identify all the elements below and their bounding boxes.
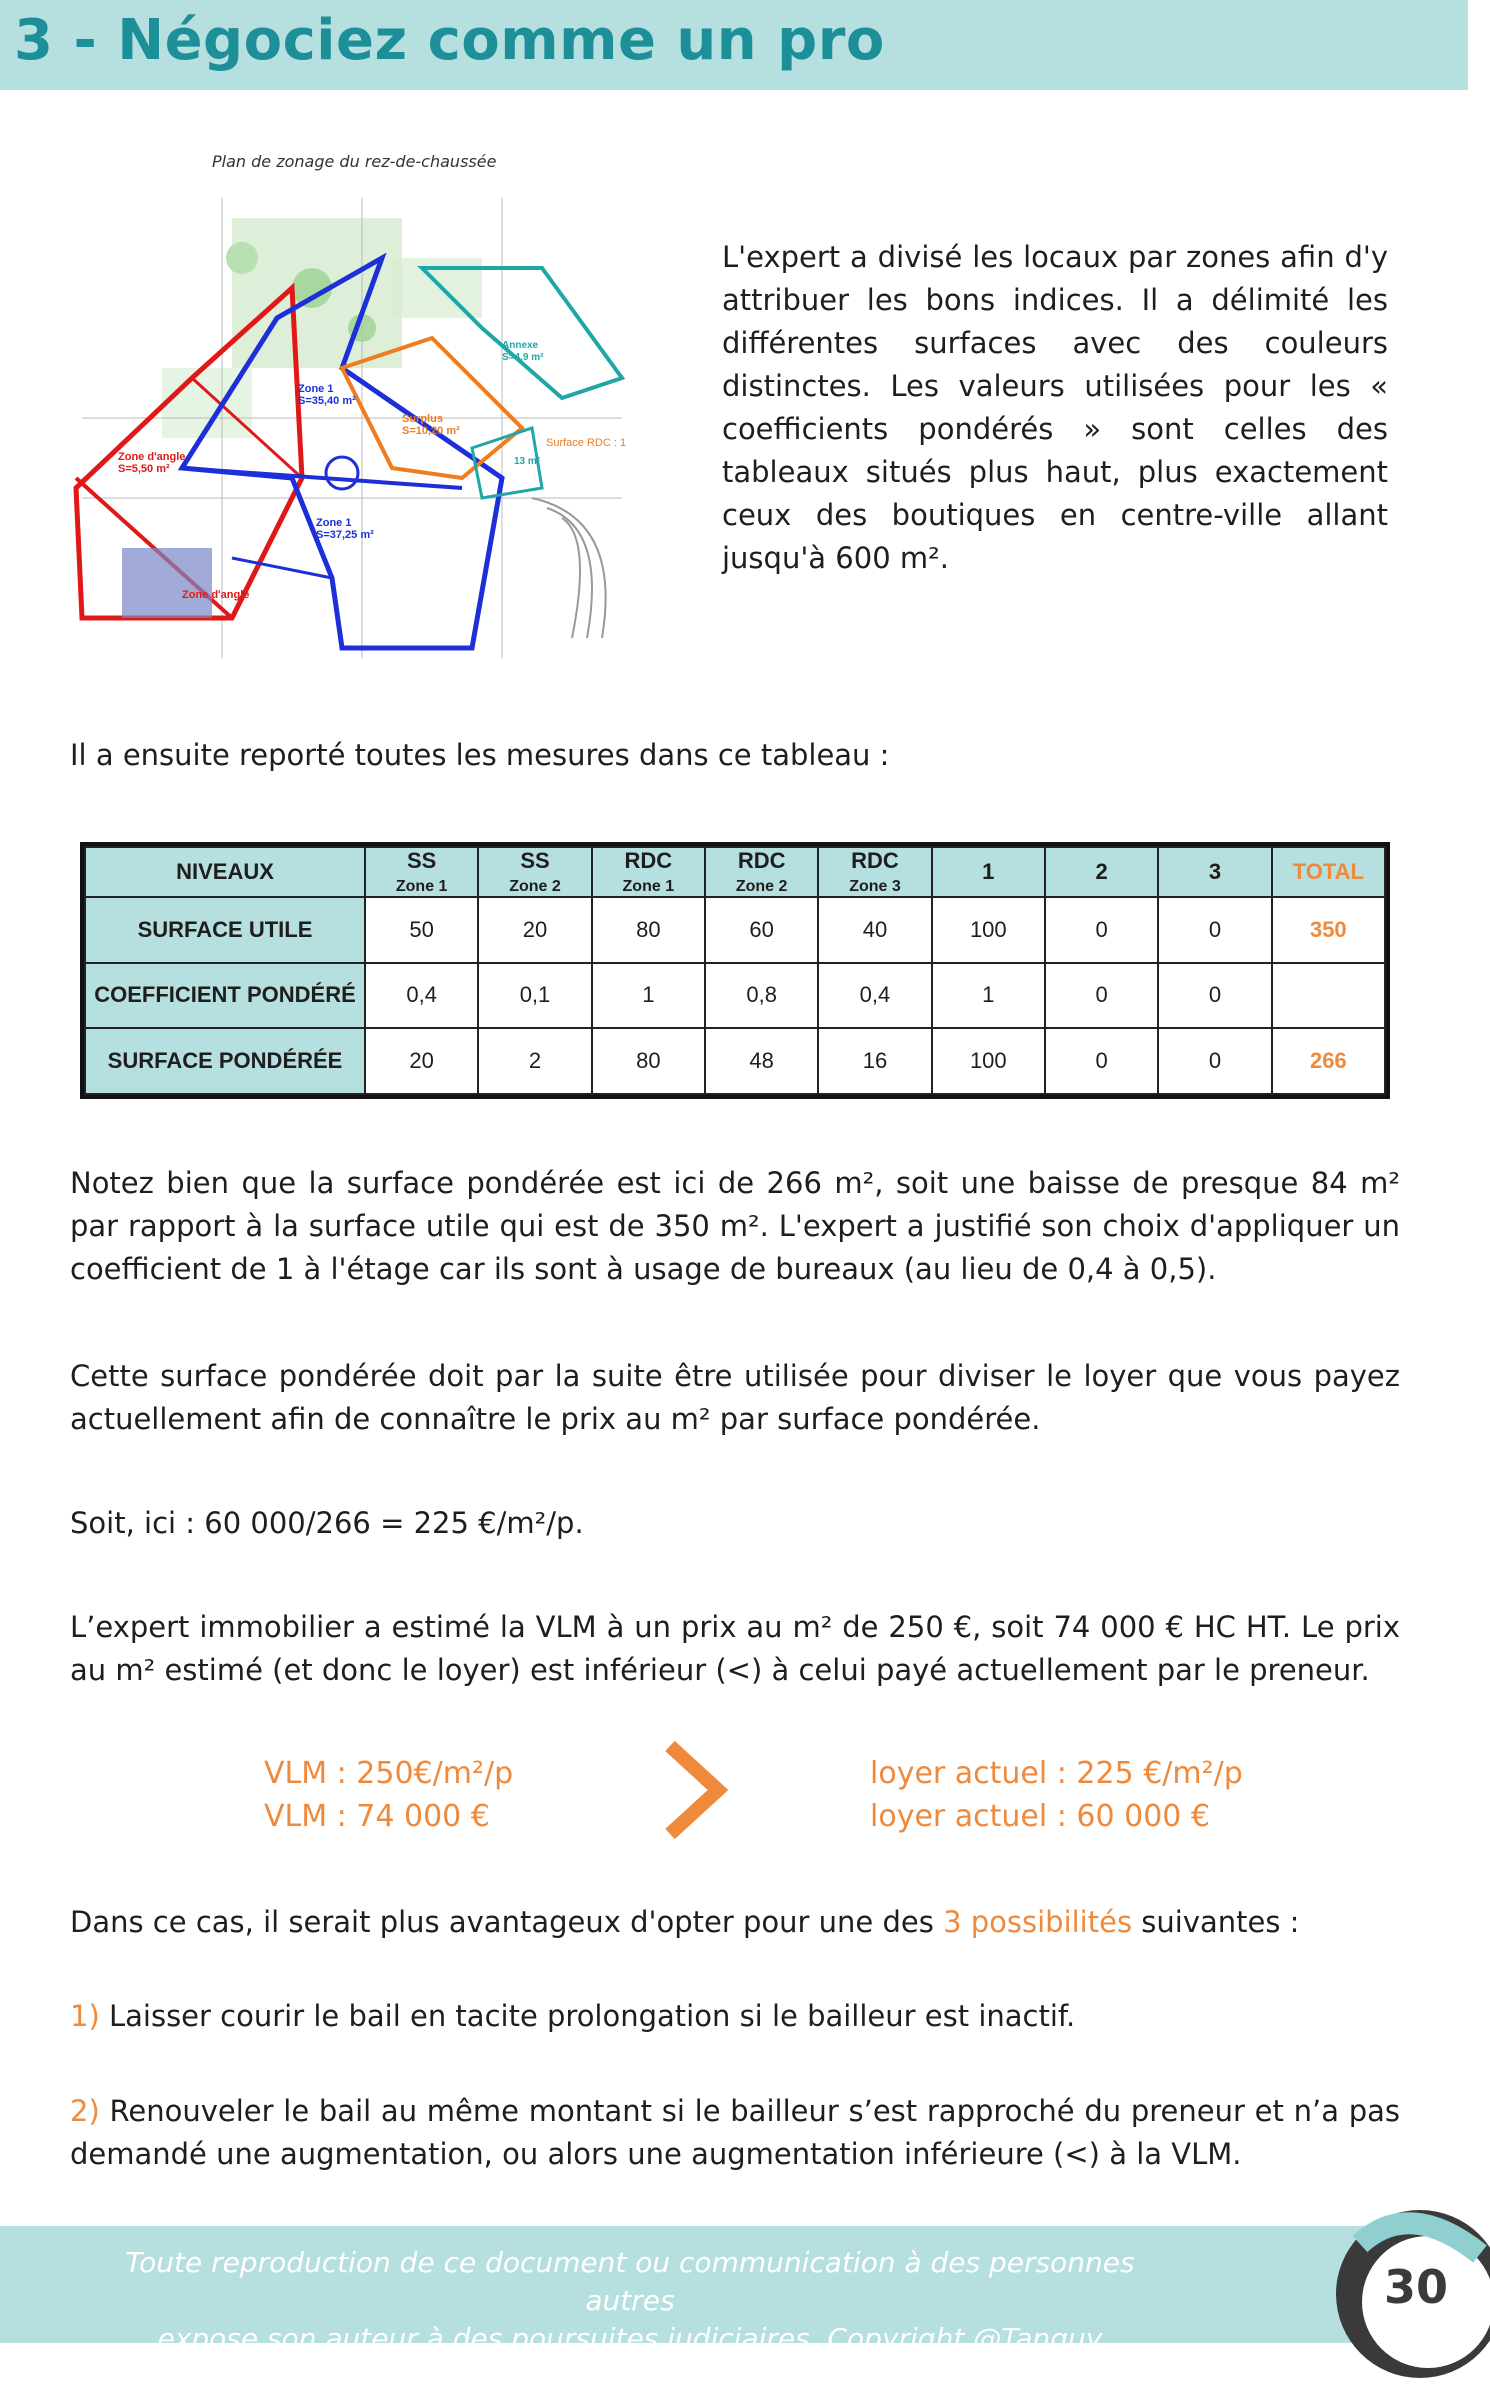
table-cell: 0 [1045,897,1158,963]
table-cell: 60 [705,897,818,963]
plan-label: Zone d'angle [182,589,250,601]
table-cell: 40 [818,897,931,963]
table-cell: 0 [1045,963,1158,1029]
table-column-header-total: TOTAL [1272,847,1385,897]
table-cell: 80 [592,897,705,963]
table-row-label: SURFACE UTILE [85,897,365,963]
table-cell: 100 [932,1028,1045,1094]
table-cell: 0,8 [705,963,818,1029]
table-cell: 1 [592,963,705,1029]
paragraph-weighted-surface: Notez bien que la surface pondérée est ici de 266 m², soit une baisse de presque 84 m² par rapport à la surface utile qui est de 350 m². L'expert a justifié son choix d'appliquer un coefficient de 1 à l'étage car ils sont à usage de bureaux (au lieu de 0,4 à 0,5). [70,1166,1400,1286]
option-item-2: 2) Renouveler le bail au même montant si le bailleur s’est rapproché du preneur et n’a pas demandé une augmentation, ou alors une augmentation inférieure (<) à la VLM. [70,2094,1400,2171]
option-number: 2) [70,2094,100,2128]
plan-label: Annexe [502,340,539,351]
plan-label: Surface RDC : 1 [546,437,627,449]
option-number: 1) [70,1999,100,2033]
option-item-1: 1) Laisser courir le bail en tacite prolongation si le bailleur est inactif. [70,1999,1076,2033]
table-column-header: 1 [932,847,1045,897]
plan-label: Zone 1 [316,517,352,529]
table-cell: 100 [932,897,1045,963]
table-cell-total: 350 [1272,897,1385,963]
plan-label: Surplus [402,413,443,425]
table-cell: 2 [478,1028,591,1094]
paragraph-options-intro: Dans ce cas, il serait plus avantageux d'opter pour une des 3 possibilités suivantes : [70,1905,1300,1939]
table-cell: 50 [365,897,478,963]
table-cell: 80 [592,1028,705,1094]
table-cell: 16 [818,1028,931,1094]
table-cell-total [1272,963,1385,1029]
plan-tree [226,242,258,274]
table-row [85,1028,1385,1094]
plan-label: S=35,40 m² [298,395,356,407]
plan-hatched-block [122,548,212,618]
plan-label: S=4,9 m² [502,352,544,363]
table-row-label: SURFACE PONDÉRÉE [85,1028,365,1094]
paragraph-division: Cette surface pondérée doit par la suite être utilisée pour diviser le loyer que vous payez actuellement afin de connaître le prix au m² par surface pondérée. [70,1359,1400,1436]
current-rent-total: loyer actuel : 60 000 € [870,1799,1210,1834]
table-column-header: RDC Zone 3 [818,847,931,897]
plan-label: Zone 1 [298,383,334,395]
table-column-header: 3 [1158,847,1271,897]
table-column-header: RDC Zone 1 [592,847,705,897]
table-row [85,897,1385,963]
paragraph-calculation: Soit, ici : 60 000/266 = 225 €/m²/p. [70,1506,584,1540]
table-row [85,963,1385,1029]
floor-plan-figure [62,148,662,668]
vlm-per-m2: VLM : 250€/m²/p [264,1756,514,1791]
vlm-total: VLM : 74 000 € [264,1799,490,1834]
plan-label: S=37,25 m² [316,529,374,541]
floor-plan-image [62,178,662,668]
footer-copyright: Toute reproduction de ce document ou communication à des personnes autres expose son auteur à des poursuites judiciaires. Copyright @Tanguy PISSEMBON. [125,2246,1135,2393]
plan-label: Zone d'angle [118,451,186,463]
table-cell: 0 [1158,1028,1271,1094]
plan-label: S=10,20 m² [402,425,460,437]
table-header-row [85,847,1385,897]
table-cell: 0 [1158,963,1271,1029]
greater-than-icon [660,1740,728,1840]
table-column-header: SS Zone 2 [478,847,591,897]
levels-table [80,842,1390,1099]
paragraph-vlm-estimate: L’expert immobilier a estimé la VLM à un prix au m² de 250 €, soit 74 000 € HC HT. Le prix au m² estimé (et donc le loyer) est inférieur (<) à celui payé actuellement par le preneur. [70,1610,1400,1687]
table-cell: 48 [705,1028,818,1094]
table-cell: 20 [478,897,591,963]
table-cell: 0 [1045,1028,1158,1094]
current-rent-per-m2: loyer actuel : 225 €/m²/p [870,1756,1243,1791]
plan-label: S=5,50 m² [118,463,170,475]
page-title: 3 - Négociez comme un pro [14,8,885,73]
intro-paragraph: L'expert a divisé les locaux par zones afin d'y attribuer les bons indices. Il a délimité les différentes surfaces avec des couleurs distinctes. Les valeurs utilisées pour les « coefficients pondérés » sont celles des tableaux situés plus haut, plus exactement ceux des boutiques en centre-ville allant jusqu'à 600 m². [722,240,1388,575]
plan-caption: Plan de zonage du rez-de-chaussée [212,152,497,171]
table-cell: 1 [932,963,1045,1029]
table-column-header: SS Zone 1 [365,847,478,897]
plan-label: 13 m² [514,456,541,467]
table-column-header: RDC Zone 2 [705,847,818,897]
table-cell: 0,4 [818,963,931,1029]
page-number: 30 [1384,2260,1449,2314]
table-cell-total: 266 [1272,1028,1385,1094]
table-cell: 0,1 [478,963,591,1029]
table-column-header: 2 [1045,847,1158,897]
table-corner-cell: NIVEAUX [85,847,365,897]
table-intro: Il a ensuite reporté toutes les mesures dans ce tableau : [70,738,890,772]
options-highlight: 3 possibilités [943,1905,1133,1939]
table-row-label: COEFFICIENT PONDÉRÉ [85,963,365,1029]
table-cell: 0,4 [365,963,478,1029]
table-cell: 20 [365,1028,478,1094]
table-cell: 0 [1158,897,1271,963]
